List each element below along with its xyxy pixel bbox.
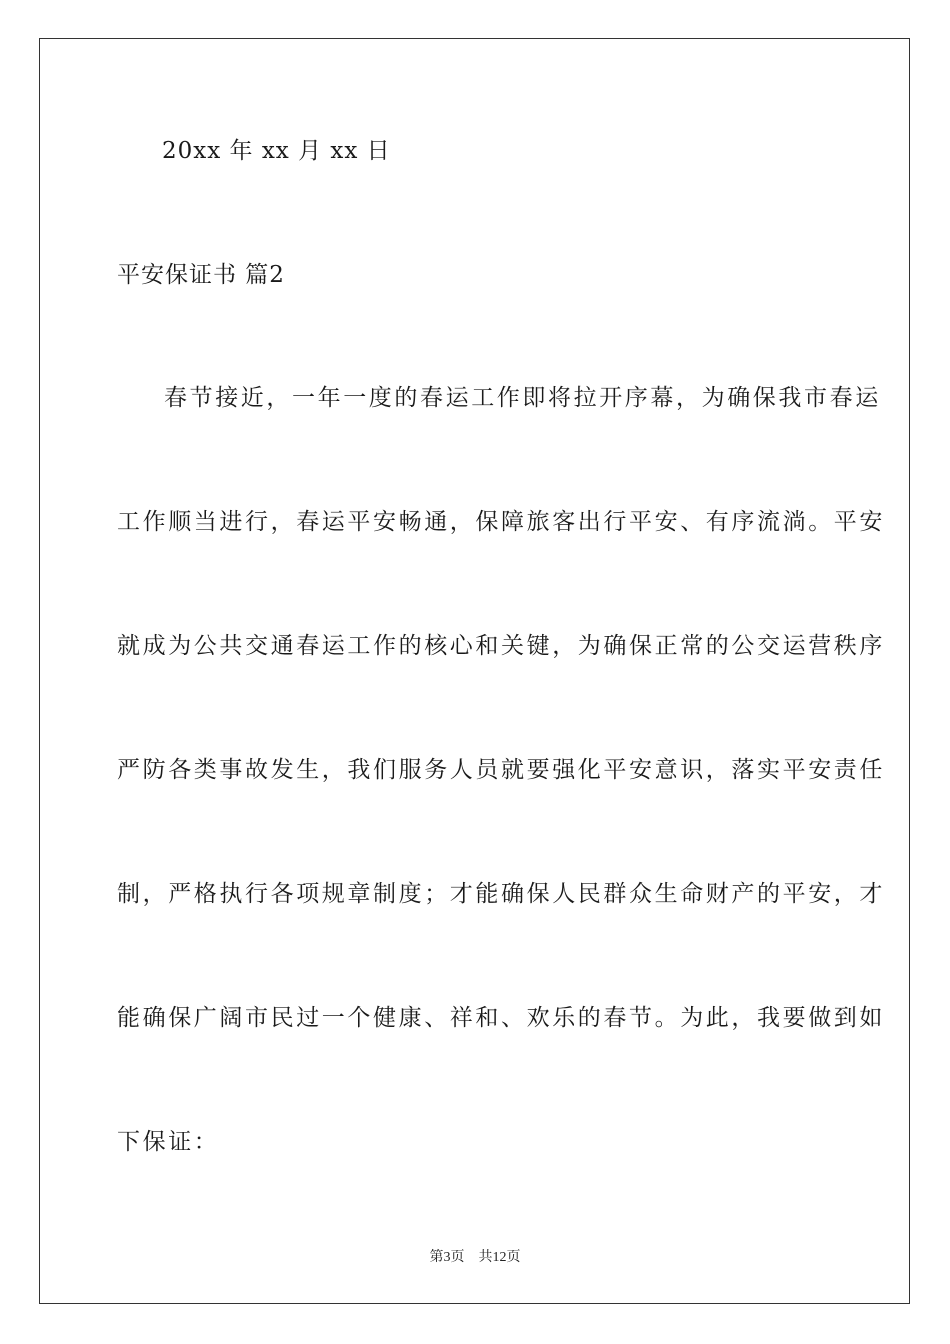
page-footer [0, 1246, 950, 1266]
section-title: 平安保证书 篇2 [117, 262, 285, 288]
paragraph-line: 春节接近，一年一度的春运工作即将拉开序幕，为确保我市春运 [164, 385, 881, 411]
paragraph-line: 工作顺当进行，春运平安畅通，保障旅客出行平安、有序流淌。平安 [117, 509, 885, 535]
paragraph-line: 制，严格执行各项规章制度；才能确保人民群众生命财产的平安，才 [117, 881, 885, 907]
page-number: 第3页 [429, 1250, 465, 1265]
paragraph-line: 能确保广阔市民过一个健康、祥和、欢乐的春节。为此，我要做到如 [117, 1005, 885, 1031]
paragraph-line: 严防各类事故发生，我们服务人员就要强化平安意识，落实平安责任 [117, 757, 885, 783]
date-line: 20xx 年 xx 月 xx 日 [162, 138, 391, 164]
paragraph-line: 下保证： [117, 1129, 220, 1155]
paragraph-line: 就成为公共交通春运工作的核心和关键，为确保正常的公交运营秩序 [117, 633, 885, 659]
page-border [39, 38, 910, 1304]
page-total: 共12页 [478, 1250, 521, 1265]
